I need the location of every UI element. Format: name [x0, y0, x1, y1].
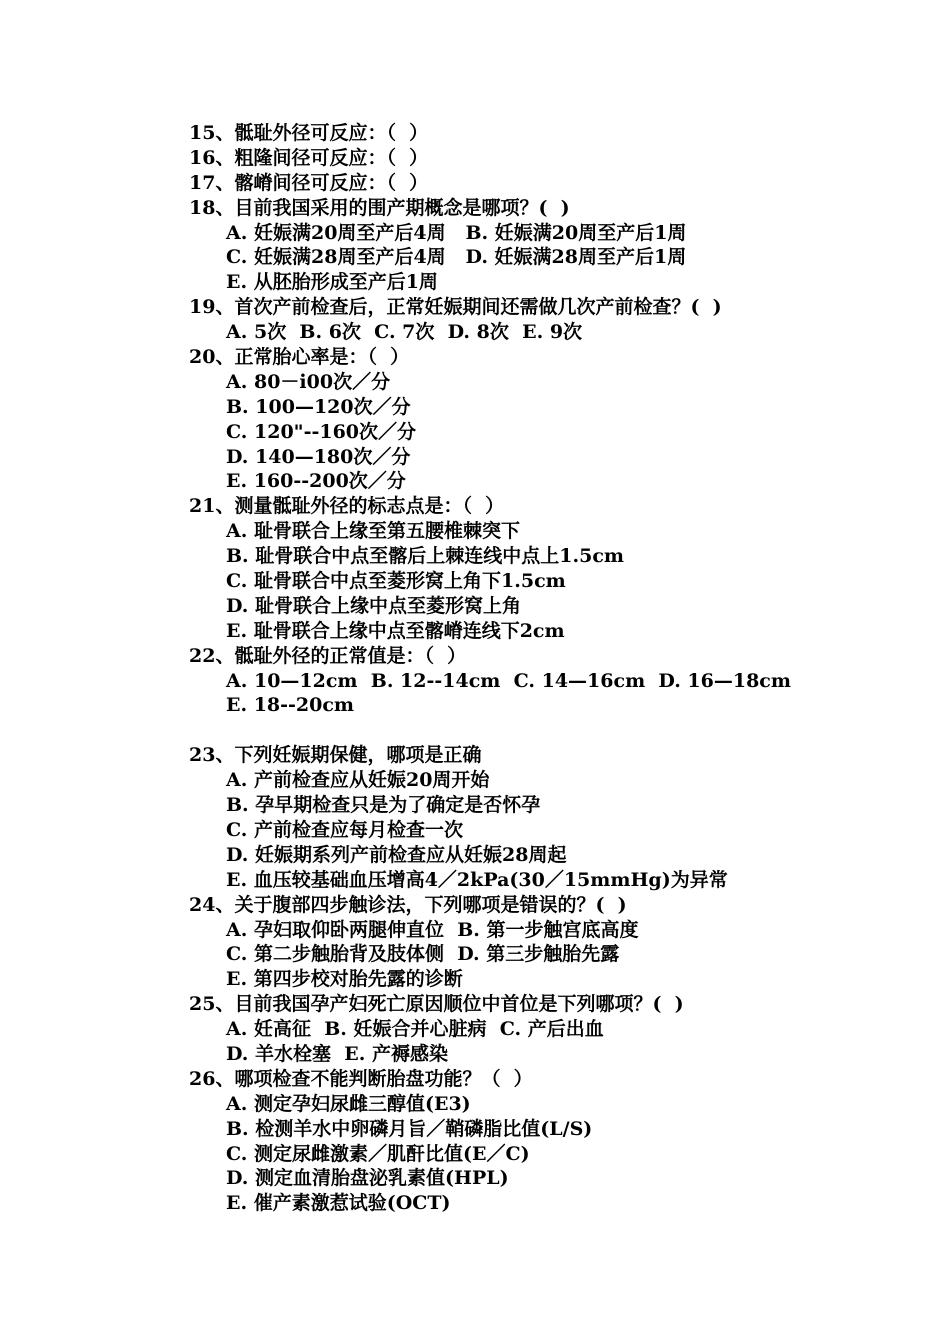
answer-options: A. 5次 B. 6次 C. 7次 D. 8次 E. 9次: [226, 321, 583, 344]
question-text: 15、骶耻外径可反应：（ ）: [189, 122, 429, 144]
answer-options: B. 耻骨联合中点至髂后上棘连线中点上1.5cm: [226, 545, 625, 568]
answer-options: E. 160--200次／分: [226, 470, 406, 493]
answer-options: A. 耻骨联合上缘至第五腰椎棘突下: [226, 520, 520, 543]
answer-options: D. 羊水栓塞 E. 产褥感染: [226, 1042, 448, 1065]
answer-options: A. 妊娠满20周至产后4周 B. 妊娠满20周至产后1周: [226, 221, 687, 244]
answer-options: E. 血压较基础血压增高4／2kPa(30／15mmHg)为异常: [226, 868, 728, 891]
answer-options: A. 孕妇取仰卧两腿伸直位 B. 第一步触宫底高度: [226, 918, 639, 941]
question-text: 19、首次产前检查后，正常妊娠期间还需做几次产前检查？( ): [189, 296, 722, 319]
blank-line: [189, 718, 889, 743]
question-text: 24、关于腹部四步触诊法，下列哪项是错误的？( ): [189, 893, 627, 916]
question-text: 17、髂嵴间径可反应：（ ）: [189, 171, 429, 194]
answer-options: B. 100—120次／分: [226, 395, 411, 418]
answer-options: D. 测定血清胎盘泌乳素值(HPL): [226, 1167, 509, 1190]
answer-options: C. 第二步触胎背及肢体侧 D. 第三步触胎先露: [226, 943, 620, 966]
question-text: 22、骶耻外径的正常值是：（ ）: [189, 644, 467, 667]
answer-options: E. 第四步校对胎先露的诊断: [226, 968, 463, 991]
answer-options: C. 妊娠满28周至产后4周 D. 妊娠满28周至产后1周: [226, 246, 687, 269]
answer-options: E. 18--20cm: [226, 694, 355, 717]
answer-options: C. 耻骨联合中点至菱形窝上角下1.5cm: [226, 570, 566, 593]
question-text: 21、测量骶耻外径的标志点是：（ ）: [189, 495, 505, 518]
answer-options: E. 耻骨联合上缘中点至髂嵴连线下2cm: [226, 619, 565, 642]
answer-options: D. 妊娠期系列产前检查应从妊娠28周起: [226, 843, 567, 866]
answer-options: C. 测定尿雌激素／肌酐比值(E／C): [226, 1142, 530, 1165]
question-text: 26、哪项检查不能判断胎盘功能？（ ）: [189, 1067, 533, 1090]
question-text: 20、正常胎心率是：（ ）: [189, 346, 410, 369]
question-list: [189, 121, 889, 1216]
question-text: 18、目前我国采用的围产期概念是哪项？( ): [189, 196, 570, 219]
answer-options: B. 检测羊水中卵磷月旨／鞘磷脂比值(L/S): [226, 1117, 593, 1140]
question-text: 23、下列妊娠期保健，哪项是正确: [189, 744, 482, 767]
answer-options: A. 80－i00次／分: [226, 370, 391, 393]
answer-options: A. 产前检查应从妊娠20周开始: [226, 769, 490, 792]
answer-options: B. 孕早期检查只是为了确定是否怀孕: [226, 794, 541, 817]
answer-options: A. 妊高征 B. 妊娠合并心脏病 C. 产后出血: [226, 1018, 604, 1041]
answer-options: A. 测定孕妇尿雌三醇值(E3): [226, 1092, 471, 1115]
answer-options: E. 从胚胎形成至产后1周: [226, 271, 438, 294]
answer-options: D. 耻骨联合上缘中点至菱形窝上角: [226, 594, 522, 617]
answer-options: E. 催产素激惹试验(OCT): [226, 1192, 451, 1215]
answer-options: C. 120"--160次／分: [226, 420, 417, 443]
question-text: 25、目前我国孕产妇死亡原因顺位中首位是下列哪项？( ): [189, 993, 684, 1016]
question-text: 16、粗隆间径可反应：（ ）: [189, 146, 429, 169]
answer-options: C. 产前检查应每月检查一次: [226, 818, 464, 841]
answer-options: A. 10—12cm B. 12--14cm C. 14—16cm D. 16—18cm: [226, 669, 791, 692]
answer-options: D. 140—180次／分: [226, 445, 411, 468]
